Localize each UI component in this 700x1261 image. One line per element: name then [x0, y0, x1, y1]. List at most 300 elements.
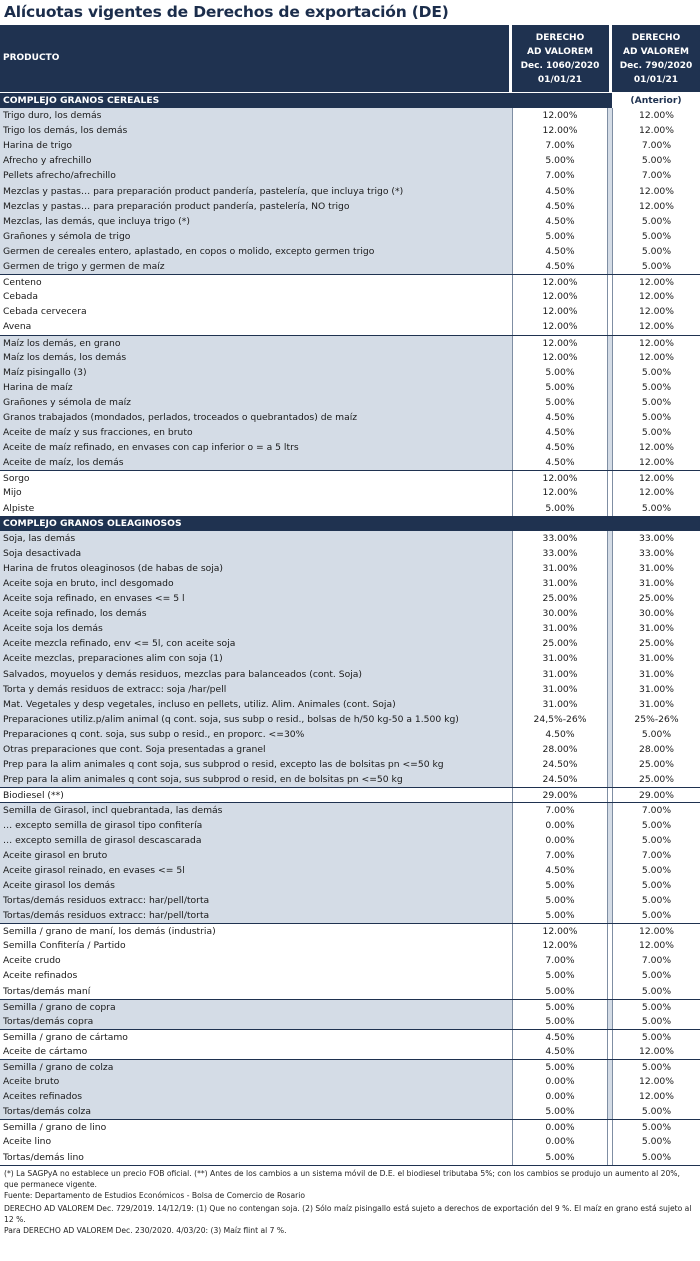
table-row: [0, 1150, 700, 1165]
product-name: Torta y demás residuos de extracc: soja /har/pell: [3, 683, 227, 695]
product-name: Aceite mezcla refinado, env <= 5l, con aceite soja: [3, 638, 236, 650]
product-name: Granos trabajados (mondados, perlados, troceados o quebrantados) de maíz: [3, 411, 358, 423]
previous-rate: 12.00%: [612, 275, 700, 289]
product-name: Aceite bruto: [3, 1076, 60, 1088]
previous-rate: 5.00%: [612, 727, 700, 742]
table-row: [0, 470, 700, 485]
product-name: … excepto semilla de girasol descascarada: [3, 834, 202, 846]
product-name: Centeno: [3, 277, 42, 289]
current-rate: 12.00%: [512, 350, 608, 365]
table-row: [0, 787, 700, 802]
table-row: [0, 485, 700, 500]
previous-rate: 5.00%: [612, 229, 700, 244]
product-name: Maíz los demás, en grano: [3, 337, 121, 349]
current-rate: 4.50%: [512, 727, 608, 742]
current-rate: 31.00%: [512, 621, 608, 636]
header-line: AD VALOREM: [623, 47, 689, 57]
product-name: Soja, las demás: [3, 532, 76, 544]
current-rate: 7.00%: [512, 848, 608, 863]
product-name: Aceite de maíz, los demás: [3, 457, 124, 469]
table-row: [0, 848, 700, 863]
section-header-row: [0, 516, 700, 531]
current-rate: 4.50%: [512, 214, 608, 229]
previous-rate: [612, 516, 700, 531]
table-row: [0, 319, 700, 334]
current-rate: 4.50%: [512, 184, 608, 199]
current-rate: 12.00%: [512, 471, 608, 485]
previous-rate: 12.00%: [612, 455, 700, 470]
current-rate: 0.00%: [512, 1120, 608, 1134]
current-rate: 31.00%: [512, 697, 608, 712]
table-row: [0, 410, 700, 425]
current-rate: 5.00%: [512, 365, 608, 380]
previous-rate: 5.00%: [612, 425, 700, 440]
table-row: [0, 184, 700, 199]
header-line: AD VALOREM: [527, 47, 593, 57]
current-rate: 24.50%: [512, 772, 608, 787]
table-row: [0, 968, 700, 983]
table-row: [0, 1059, 700, 1074]
product-name: Mat. Vegetales y desp vegetales, incluso en pellets, utiliz. Alim. Animales (cont. Soja): [3, 698, 396, 710]
table-row: [0, 1104, 700, 1119]
table-row: [0, 742, 700, 757]
product-name: Aceite de maíz refinado, en envases con cap inferior o = a 5 ltrs: [3, 442, 299, 454]
product-name: Grañones y sémola de maíz: [3, 396, 131, 408]
table-row: [0, 923, 700, 938]
product-name: Mezclas, las demás, que incluya trigo (*): [3, 215, 190, 227]
previous-rate: 12.00%: [612, 304, 700, 319]
current-rate: 5.00%: [512, 968, 608, 983]
product-name: Aceite soja los demás: [3, 623, 103, 635]
current-rate: 5.00%: [512, 878, 608, 893]
product-name: Trigo duro, los demás: [3, 110, 102, 122]
table-row: [0, 984, 700, 999]
current-rate: 31.00%: [512, 667, 608, 682]
table-row: [0, 501, 700, 516]
product-name: Semilla Confitería / Partido: [3, 940, 126, 952]
current-rate: 5.00%: [512, 1060, 608, 1074]
current-rate: 12.00%: [512, 938, 608, 953]
product-name: Tortas/demás copra: [3, 1015, 94, 1027]
current-rate: 24.50%: [512, 757, 608, 772]
previous-rate: 5.00%: [612, 984, 700, 999]
previous-rate: 28.00%: [612, 742, 700, 757]
current-rate: 25.00%: [512, 591, 608, 606]
previous-rate: 12.00%: [612, 485, 700, 500]
current-rate: 12.00%: [512, 108, 608, 123]
table-row: [0, 259, 700, 274]
product-name: Aceite crudo: [3, 955, 61, 967]
previous-rate: 29.00%: [612, 788, 700, 802]
current-rate: 24,5%-26%: [512, 712, 608, 727]
table-row: [0, 153, 700, 168]
table-row: [0, 304, 700, 319]
table-row: [0, 833, 700, 848]
page-title: Alícuotas vigentes de Derechos de exportación (DE): [4, 3, 449, 21]
previous-rate: 31.00%: [612, 682, 700, 697]
rates-table-body: [0, 93, 700, 1165]
previous-rate: 12.00%: [612, 108, 700, 123]
current-rate: 33.00%: [512, 546, 608, 561]
footnote: Fuente: Departamento de Estudios Económicos - Bolsa de Comercio de Rosario: [4, 1191, 306, 1200]
previous-rate: 31.00%: [612, 667, 700, 682]
header-line: DERECHO: [631, 33, 681, 43]
previous-rate: 30.00%: [612, 606, 700, 621]
current-rate: 4.50%: [512, 425, 608, 440]
previous-rate: 7.00%: [612, 168, 700, 183]
table-row: [0, 214, 700, 229]
product-name: Harina de maíz: [3, 381, 73, 393]
section-header-row: [0, 93, 700, 108]
previous-rate: 7.00%: [612, 848, 700, 863]
product-name: Cebada cervecera: [3, 306, 87, 318]
previous-rate: 5.00%: [612, 878, 700, 893]
table-row: [0, 651, 700, 666]
table-row: [0, 395, 700, 410]
current-rate: 5.00%: [512, 893, 608, 908]
previous-rate: 5.00%: [612, 501, 700, 516]
product-name: Aceite de maíz y sus fracciones, en bruto: [3, 427, 193, 439]
product-name: Aceite soja en bruto, incl desgomado: [3, 578, 174, 589]
product-name: Prep para la alim animales q cont soja, sus subprod o resid, excepto las de bolsitas pn <=50 kg: [3, 759, 444, 771]
product-name: Aceite mezclas, preparaciones alim con soja (1): [3, 653, 223, 665]
previous-rate: 5.00%: [612, 1030, 700, 1044]
current-rate: 28.00%: [512, 742, 608, 757]
product-name: Preparaciones q cont. soja, sus subp o resid., en proporc. <=30%: [3, 728, 305, 740]
table-row: [0, 335, 700, 350]
table-row: [0, 878, 700, 893]
previous-rate: 5.00%: [612, 380, 700, 395]
table-row: [0, 682, 700, 697]
current-rate: 4.50%: [512, 440, 608, 455]
previous-rate: 25.00%: [612, 591, 700, 606]
current-rate: 31.00%: [512, 682, 608, 697]
previous-rate: 31.00%: [612, 621, 700, 636]
previous-rate: 5.00%: [612, 1014, 700, 1029]
previous-rate: 5.00%: [612, 1134, 700, 1149]
table-row: [0, 440, 700, 455]
table-row: [0, 1044, 700, 1059]
product-name: COMPLEJO GRANOS OLEAGINOSOS: [3, 517, 182, 529]
current-rate: 0.00%: [512, 833, 608, 848]
product-name: Aceite girasol los demás: [3, 879, 115, 891]
product-name: Grañones y sémola de trigo: [3, 230, 131, 242]
current-rate: 0.00%: [512, 1134, 608, 1149]
product-name: Semilla / grano de colza: [3, 1062, 114, 1073]
current-rate: [512, 516, 608, 531]
current-rate: 29.00%: [512, 788, 608, 802]
previous-rate: 12.00%: [612, 350, 700, 365]
table-row: [0, 893, 700, 908]
table-row: [0, 712, 700, 727]
product-name: Semilla / grano de cártamo: [3, 1031, 128, 1043]
current-rate: 7.00%: [512, 168, 608, 183]
previous-rate: 25.00%: [612, 772, 700, 787]
product-name: Tortas/demás residuos extracc: har/pell/torta: [3, 910, 210, 922]
product-name: Semilla / grano de copra: [3, 1001, 116, 1013]
current-rate: 5.00%: [512, 501, 608, 516]
previous-rate: 33.00%: [612, 531, 700, 546]
table-row: [0, 138, 700, 153]
previous-rate: 5.00%: [612, 365, 700, 380]
product-column-header: PRODUCTO: [3, 53, 60, 63]
current-rate: 5.00%: [512, 395, 608, 410]
table-row: [0, 168, 700, 183]
product-name: Tortas/demás colza: [3, 1106, 92, 1118]
previous-rate: 5.00%: [612, 818, 700, 833]
table-row: [0, 1089, 700, 1104]
previous-rate: 12.00%: [612, 924, 700, 938]
previous-rate: 5.00%: [612, 153, 700, 168]
table-row: [0, 953, 700, 968]
product-name: Harina de frutos oleaginosos (de habas de soja): [3, 562, 224, 574]
current-rate: 5.00%: [512, 984, 608, 999]
product-name: Soja desactivada: [3, 547, 82, 559]
previous-rate: 12.00%: [612, 199, 700, 214]
table-row: [0, 546, 700, 561]
previous-rate: 12.00%: [612, 938, 700, 953]
previous-rate: 31.00%: [612, 576, 700, 591]
header-line: 01/01/21: [537, 75, 583, 85]
header-line: Dec. 1060/2020: [520, 61, 600, 71]
previous-rate: 12.00%: [612, 123, 700, 138]
current-rate: 31.00%: [512, 561, 608, 576]
current-rate: 0.00%: [512, 818, 608, 833]
table-row: [0, 697, 700, 712]
current-rate: 4.50%: [512, 863, 608, 878]
table-row: [0, 455, 700, 470]
product-name: Salvados, moyuelos y demás residuos, mezclas para balanceados (cont. Soja): [3, 668, 362, 680]
current-rate: 12.00%: [512, 275, 608, 289]
table-row: [0, 621, 700, 636]
previous-rate: 12.00%: [612, 471, 700, 485]
previous-rate: 12.00%: [612, 336, 700, 350]
table-row: [0, 274, 700, 289]
product-name: Aceite soja refinado, los demás: [3, 608, 147, 620]
previous-rate: 12.00%: [612, 1089, 700, 1104]
previous-rate: 33.00%: [612, 546, 700, 561]
table-row: [0, 1014, 700, 1029]
table-row: [0, 1119, 700, 1134]
current-rate: 12.00%: [512, 319, 608, 334]
header-line: 01/01/21: [633, 75, 679, 85]
current-rate: 7.00%: [512, 803, 608, 817]
table-row: [0, 244, 700, 259]
current-rate: 4.50%: [512, 1044, 608, 1059]
product-name: Semilla de Girasol, incl quebrantada, las demás: [3, 805, 223, 817]
product-name: Aceite soja refinado, en envases <= 5 l: [3, 593, 185, 605]
product-name: Aceite refinados: [3, 970, 78, 982]
product-name: Germen de trigo y germen de maíz: [3, 261, 165, 273]
table-row: [0, 1074, 700, 1089]
product-name: Aceites refinados: [3, 1091, 83, 1103]
current-rate: 5.00%: [512, 380, 608, 395]
product-name: Biodiesel (**): [3, 790, 64, 802]
product-name: Maíz pisingallo (3): [3, 366, 87, 378]
current-rate: 7.00%: [512, 953, 608, 968]
previous-rate: (Anterior): [612, 93, 700, 108]
table-row: [0, 531, 700, 546]
previous-rate: 12.00%: [612, 440, 700, 455]
current-rate: 5.00%: [512, 1150, 608, 1165]
table-row: [0, 757, 700, 772]
product-name: Preparaciones utiliz.p/alim animal (q cont. soja, sus subp o resid., bolsas de h/50 kg-50 a 1.500 kg): [3, 713, 459, 725]
current-rate: 4.50%: [512, 1030, 608, 1044]
table-row: [0, 591, 700, 606]
header-line: DERECHO: [535, 33, 585, 43]
table-row: [0, 1134, 700, 1149]
current-rate: 12.00%: [512, 123, 608, 138]
current-rate: 0.00%: [512, 1089, 608, 1104]
table-row: [0, 561, 700, 576]
product-name: Semilla / grano de maní, los demás (industria): [3, 926, 216, 938]
footnote: (*) La SAGPyA no establece un precio FOB oficial. (**) Antes de los cambios a un sistema móvil de D.E. el biodiesel tributaba 5%; con los cambios se produjo un aumento al 20%, que permanece vigente.: [4, 1169, 680, 1189]
product-name: Prep para la alim animales q cont soja, sus subprod o resid, en de bolsitas pn <=50 kg: [3, 774, 403, 786]
table-row: [0, 818, 700, 833]
current-rate-column-header: [512, 31, 608, 87]
current-rate: 5.00%: [512, 1014, 608, 1029]
previous-rate: 12.00%: [612, 1044, 700, 1059]
table-row: [0, 380, 700, 395]
product-name: Maíz los demás, los demás: [3, 351, 127, 363]
table-row: [0, 365, 700, 380]
current-rate: 31.00%: [512, 651, 608, 666]
table-row: [0, 908, 700, 923]
previous-rate: 12.00%: [612, 289, 700, 304]
table-row: [0, 606, 700, 621]
previous-rate: 5.00%: [612, 863, 700, 878]
table-row: [0, 123, 700, 138]
previous-rate: 7.00%: [612, 953, 700, 968]
table-row: [0, 108, 700, 123]
table-row: [0, 802, 700, 817]
previous-rate: 5.00%: [612, 395, 700, 410]
table-row: [0, 863, 700, 878]
current-rate: 30.00%: [512, 606, 608, 621]
previous-rate: 25.00%: [612, 757, 700, 772]
table-row: [0, 576, 700, 591]
product-name: Afrecho y afrechillo: [3, 155, 92, 167]
current-rate: 25.00%: [512, 636, 608, 651]
footnotes: [4, 1168, 694, 1236]
previous-rate: 5.00%: [612, 410, 700, 425]
previous-rate: 5.00%: [612, 833, 700, 848]
previous-rate: 5.00%: [612, 214, 700, 229]
table-row: [0, 289, 700, 304]
product-name: Sorgo: [3, 473, 30, 485]
current-rate: 33.00%: [512, 531, 608, 546]
current-rate: 5.00%: [512, 1000, 608, 1014]
current-rate: 31.00%: [512, 576, 608, 591]
product-name: Mezclas y pastas… para preparación product pandería, pastelería, que incluya trigo (*): [3, 185, 404, 197]
current-rate: 5.00%: [512, 229, 608, 244]
previous-rate: 5.00%: [612, 259, 700, 274]
table-row: [0, 772, 700, 787]
product-name: Alpiste: [3, 502, 35, 514]
table-row: [0, 199, 700, 214]
current-rate: 5.00%: [512, 908, 608, 923]
product-name: Aceite lino: [3, 1136, 52, 1148]
previous-rate: 25%-26%: [612, 712, 700, 727]
table-row: [0, 667, 700, 682]
previous-rate: 5.00%: [612, 244, 700, 259]
product-name: Harina de trigo: [3, 140, 73, 152]
current-rate: 0.00%: [512, 1074, 608, 1089]
previous-rate: 5.00%: [612, 1104, 700, 1119]
table-header: [0, 25, 700, 92]
product-name: Avena: [3, 321, 32, 333]
table-row: [0, 1029, 700, 1044]
previous-rate: 5.00%: [612, 968, 700, 983]
current-rate: 12.00%: [512, 289, 608, 304]
table-row: [0, 938, 700, 953]
current-rate: 4.50%: [512, 199, 608, 214]
current-rate: 5.00%: [512, 1104, 608, 1119]
product-name: Mezclas y pastas… para preparación product pandería, pastelería, NO trigo: [3, 200, 350, 212]
table-row: [0, 727, 700, 742]
previous-rate: 31.00%: [612, 697, 700, 712]
product-name: Semilla / grano de lino: [3, 1122, 107, 1134]
table-row: [0, 229, 700, 244]
previous-rate: 12.00%: [612, 1074, 700, 1089]
product-name: Aceite girasol reinado, en evases <= 5l: [3, 864, 185, 876]
product-name: Cebada: [3, 291, 38, 303]
product-name: Germen de cereales entero, aplastado, en copos o molido, excepto germen trigo: [3, 245, 375, 257]
previous-rate: 31.00%: [612, 561, 700, 576]
previous-rate: 5.00%: [612, 1060, 700, 1074]
product-name: Mijo: [3, 487, 22, 499]
current-rate: 12.00%: [512, 336, 608, 350]
product-name: Tortas/demás maní: [3, 985, 91, 997]
product-name: Tortas/demás lino: [3, 1151, 84, 1163]
product-name: COMPLEJO GRANOS CEREALES: [3, 95, 160, 106]
product-name: Trigo los demás, los demás: [3, 125, 128, 137]
previous-rate: 7.00%: [612, 803, 700, 817]
previous-rate: 5.00%: [612, 908, 700, 923]
current-rate: 4.50%: [512, 259, 608, 274]
footnote: Para DERECHO AD VALOREM Dec. 230/2020. 4/03/20: (3) Maíz flint al 7 %.: [4, 1226, 287, 1235]
footnote: DERECHO AD VALOREM Dec. 729/2019. 14/12/19: (1) Que no contengan soja. (2) Sólo maíz pisingallo está sujeto a derechos de exportación del 9 %. El maíz en grano está sujeto al 12 %.: [4, 1204, 692, 1224]
current-rate: [512, 93, 608, 108]
current-rate: 7.00%: [512, 138, 608, 153]
product-name: Tortas/demás residuos extracc: har/pell/torta: [3, 894, 210, 906]
previous-rate: 31.00%: [612, 651, 700, 666]
table-row: [0, 999, 700, 1014]
table-bottom-rule: [0, 1165, 700, 1166]
product-name: Otras preparaciones que cont. Soja presentadas a granel: [3, 744, 266, 756]
table-row: [0, 425, 700, 440]
table-row: [0, 636, 700, 651]
previous-rate: 5.00%: [612, 1120, 700, 1134]
previous-rate: 5.00%: [612, 893, 700, 908]
previous-rate: 7.00%: [612, 138, 700, 153]
previous-rate: 12.00%: [612, 319, 700, 334]
previous-rate: 5.00%: [612, 1150, 700, 1165]
previous-rate: 5.00%: [612, 1000, 700, 1014]
previous-rate-column-header: [612, 31, 700, 87]
table-row: [0, 350, 700, 365]
current-rate: 12.00%: [512, 304, 608, 319]
previous-rate: 12.00%: [612, 184, 700, 199]
product-name: … excepto semilla de girasol tipo confitería: [3, 819, 203, 831]
header-line: Dec. 790/2020: [619, 61, 693, 71]
product-name: Aceite girasol en bruto: [3, 849, 108, 861]
current-rate: 4.50%: [512, 244, 608, 259]
current-rate: 4.50%: [512, 410, 608, 425]
current-rate: 4.50%: [512, 455, 608, 470]
current-rate: 12.00%: [512, 485, 608, 500]
product-name: Aceite de cártamo: [3, 1045, 88, 1057]
